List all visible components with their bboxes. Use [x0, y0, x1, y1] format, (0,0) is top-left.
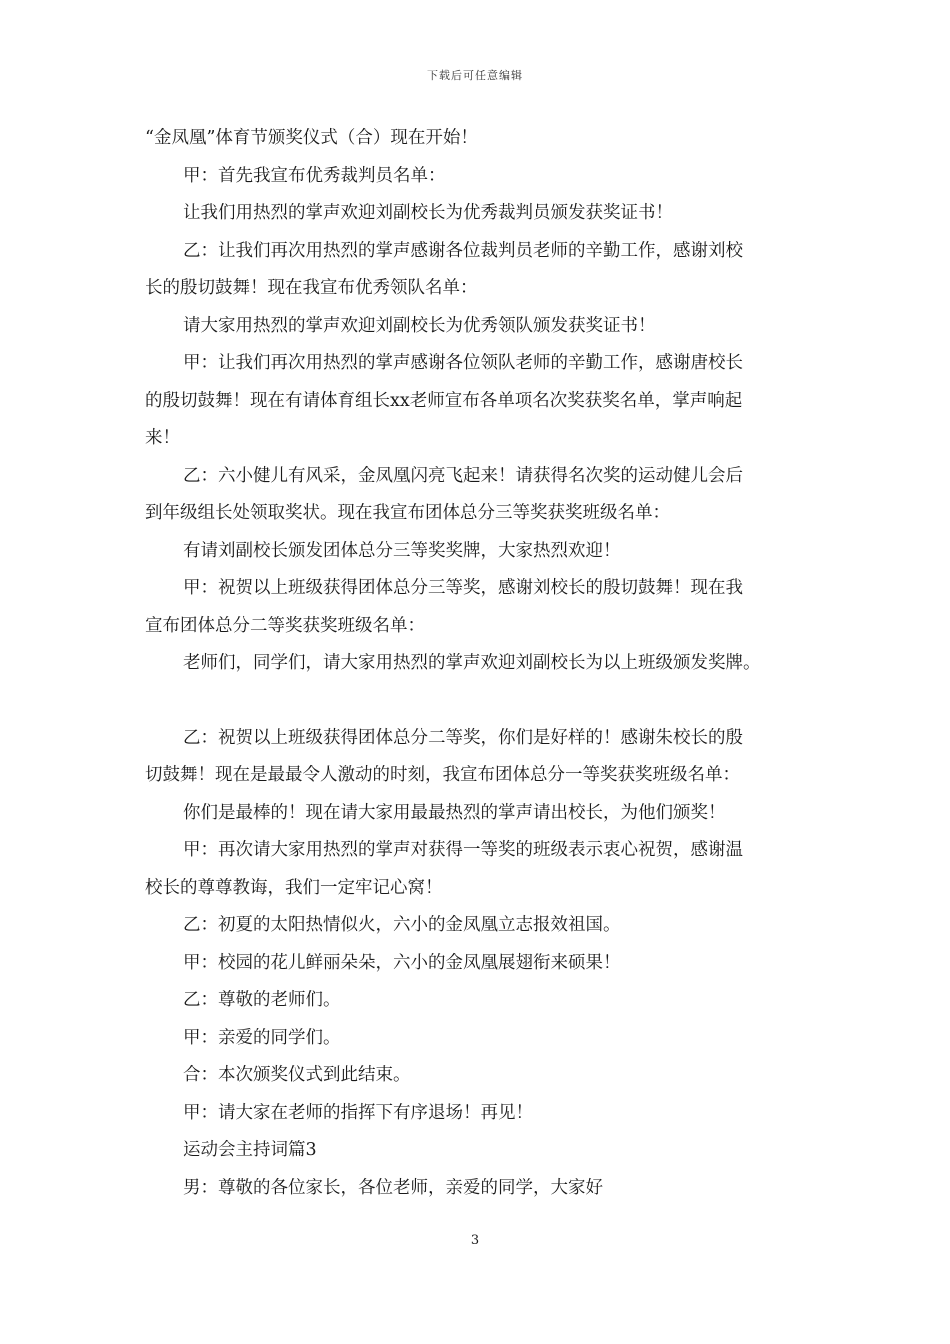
paragraph-line: “金凤凰”体育节颁奖仪式（合）现在开始！: [145, 128, 478, 148]
page-number: 3: [470, 1233, 480, 1248]
paragraph-gap: [145, 683, 815, 720]
paragraph-line: 甲：请大家在老师的指挥下有序退场！再见！: [183, 1102, 533, 1123]
section-heading: 运动会主持词篇3: [183, 1140, 317, 1160]
paragraph-line: 的殷切鼓舞！现在有请体育组长xx老师宣布各单项名次奖获奖名单，掌声响起: [145, 390, 743, 411]
paragraph-line: 甲：亲爱的同学们。: [183, 1027, 341, 1048]
paragraph-line: 你们是最棒的！现在请大家用最最热烈的掌声请出校长，为他们颁奖！: [183, 802, 726, 823]
paragraph-line: 乙：祝贺以上班级获得团体总分二等奖，你们是好样的！感谢朱校长的殷: [183, 727, 743, 748]
document-body: [145, 120, 815, 1207]
paragraph-line: 老师们，同学们，请大家用热烈的掌声欢迎刘副校长为以上班级颁发奖牌。: [183, 653, 761, 673]
paragraph-line: 有请刘副校长颁发团体总分三等奖奖牌，大家热烈欢迎！: [183, 540, 621, 561]
paragraph-line: 男：尊敬的各位家长，各位老师，亲爱的同学，大家好: [183, 1177, 603, 1198]
paragraph-line: 甲：再次请大家用热烈的掌声对获得一等奖的班级表示衷心祝贺，感谢温: [183, 840, 743, 860]
paragraph-line: 乙：初夏的太阳热情似火，六小的金凤凰立志报效祖国。: [183, 915, 621, 935]
paragraph-line: 甲：让我们再次用热烈的掌声感谢各位领队老师的辛勤工作，感谢唐校长: [183, 353, 743, 373]
paragraph-line: 宣布团体总分二等奖获奖班级名单：: [145, 615, 425, 636]
paragraph-line: 甲：祝贺以上班级获得团体总分三等奖，感谢刘校长的殷切鼓舞！现在我: [183, 578, 743, 598]
paragraph-line: 合：本次颁奖仪式到此结束。: [183, 1065, 411, 1085]
paragraph-line: 乙：六小健儿有风采，金凤凰闪亮飞起来！请获得名次奖的运动健儿会后: [183, 465, 743, 486]
paragraph-line: 切鼓舞！现在是最最令人激动的时刻，我宣布团体总分一等奖获奖班级名单：: [145, 765, 740, 785]
paragraph-line: 乙：尊敬的老师们。: [183, 990, 341, 1010]
paragraph-line: 乙：让我们再次用热烈的掌声感谢各位裁判员老师的辛勤工作，感谢刘校: [183, 240, 743, 261]
paragraph-line: 甲：校园的花儿鲜丽朵朵，六小的金凤凰展翅衔来硕果！: [183, 952, 621, 973]
paragraph-line: 来！: [145, 428, 180, 448]
paragraph-line: 到年级组长处领取奖状。现在我宣布团体总分三等奖获奖班级名单：: [145, 503, 670, 523]
paragraph-line: 校长的尊尊教诲，我们一定牢记心窝！: [145, 877, 443, 898]
page-header-note: 下载后可任意编辑: [427, 69, 523, 82]
paragraph-line: 请大家用热烈的掌声欢迎刘副校长为优秀领队颁发获奖证书！: [183, 315, 656, 336]
paragraph-line: 甲：首先我宣布优秀裁判员名单：: [183, 165, 446, 186]
paragraph-line: 长的殷切鼓舞！现在我宣布优秀领队名单：: [145, 278, 478, 298]
paragraph-line: 让我们用热烈的掌声欢迎刘副校长为优秀裁判员颁发获奖证书！: [183, 203, 673, 223]
